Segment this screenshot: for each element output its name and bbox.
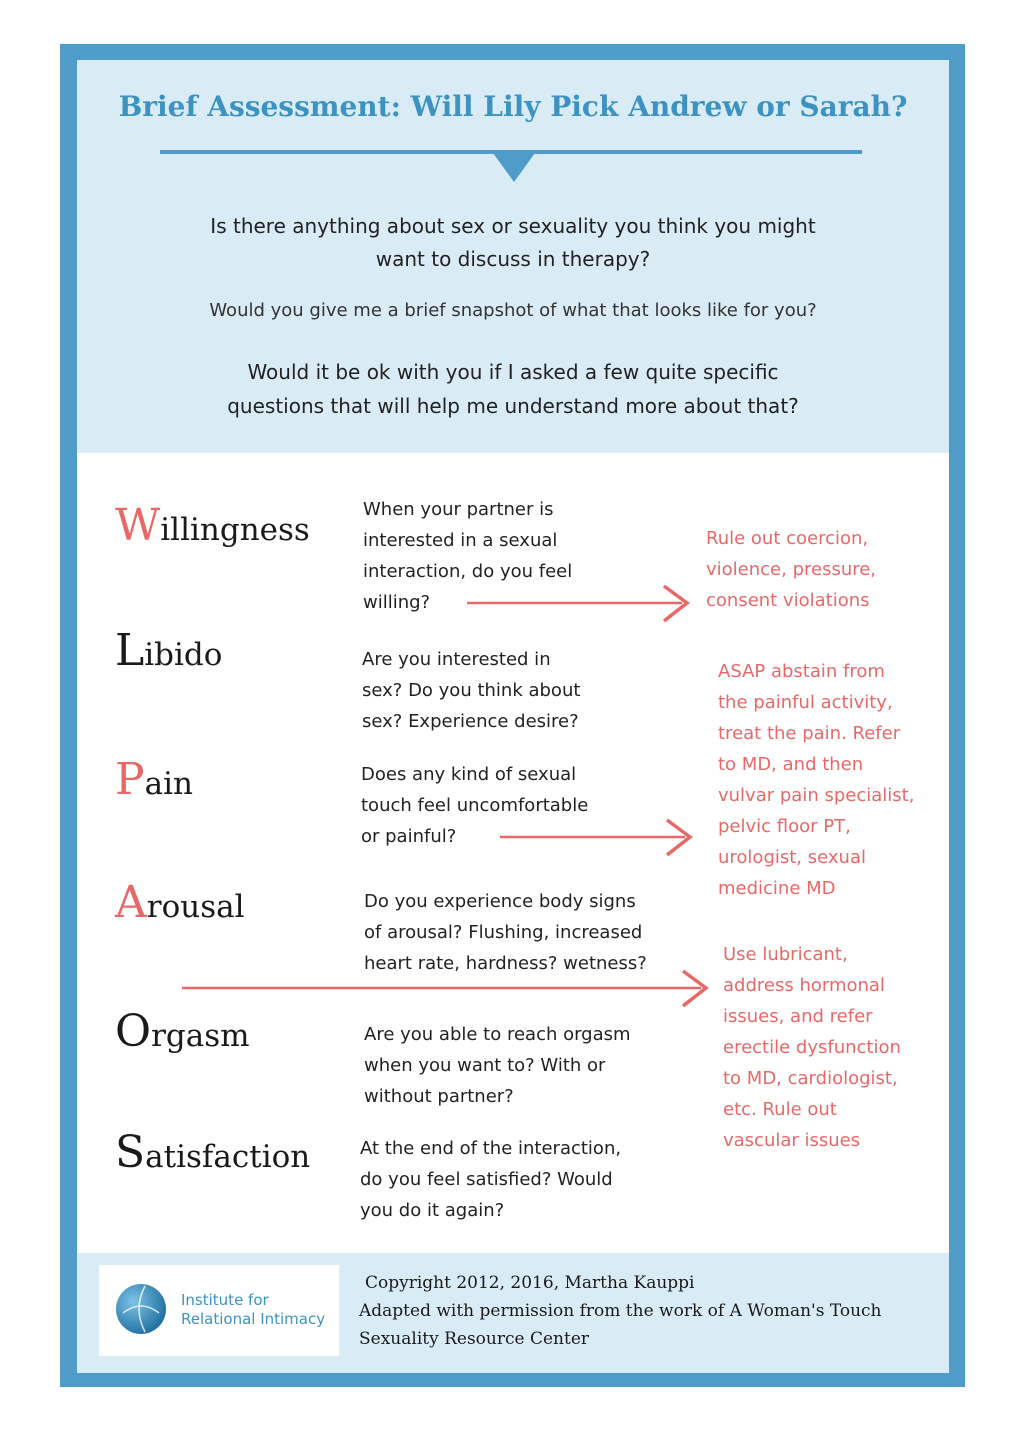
- action-arousal: Use lubricant, address hormonal issues, and refer erectile dysfunction to MD, cardiologist, etc. Rule out vascular issues: [723, 944, 901, 1151]
- item-word-arousal: Arousal: [115, 877, 245, 928]
- item-word-pain: Pain: [115, 754, 193, 805]
- action-pain: ASAP abstain from the painful activity, treat the pain. Refer to MD, and then vulvar pain specialist, pelvic floor PT, urologist, sexual medicine MD: [718, 661, 915, 899]
- intro-question-2: Would you give me a brief snapshot of what that looks like for you?: [209, 300, 817, 321]
- globe-logo-icon: [115, 1283, 167, 1335]
- arrow-arousal: [182, 971, 706, 1006]
- action-coercion: Rule out coercion, violence, pressure, consent violations: [706, 528, 877, 611]
- intro-question-3: Would it be ok with you if I asked a few quite specific questions that will help me understand more about that?: [227, 360, 799, 418]
- item-question-pain: Does any kind of sexual touch feel uncomfortable or painful?: [361, 764, 589, 847]
- item-word-satisfaction: Satisfaction: [115, 1127, 311, 1178]
- logo-text: Institute for Relational Intimacy: [181, 1291, 326, 1328]
- item-word-orgasm: Orgasm: [115, 1006, 250, 1057]
- content-panel: [77, 60, 949, 1373]
- item-question-willingness: When your partner is interested in a sexual interaction, do you feel willing?: [363, 499, 573, 613]
- item-question-satisfaction: At the end of the interaction, do you feel satisfied? Would you do it again?: [360, 1138, 622, 1221]
- item-word-willingness: Willingness: [115, 500, 310, 551]
- institute-logo: [99, 1265, 339, 1356]
- footer-panel: [77, 1253, 949, 1373]
- item-question-arousal: Do you experience body signs of arousal? Flushing, increased heart rate, hardness? wetness?: [364, 891, 647, 974]
- copyright-block: Copyright 2012, 2016, Martha Kauppi Adapted with permission from the work of A Woman's Touch Sexuality Resource Center: [359, 1273, 882, 1349]
- item-question-orgasm: Are you able to reach orgasm when you want to? With or without partner?: [364, 1024, 631, 1107]
- arrows-layer: [77, 60, 949, 1373]
- arrow-willingness: [467, 586, 687, 621]
- page-title: Brief Assessment: Will Lily Pick Andrew or Sarah?: [118, 90, 908, 123]
- item-word-libido: Libido: [115, 625, 223, 676]
- item-question-libido: Are you interested in sex? Do you think about sex? Experience desire?: [362, 649, 581, 732]
- intro-question-1: Is there anything about sex or sexuality you think you might want to discuss in therapy?: [210, 214, 816, 271]
- arrow-pain: [500, 820, 690, 855]
